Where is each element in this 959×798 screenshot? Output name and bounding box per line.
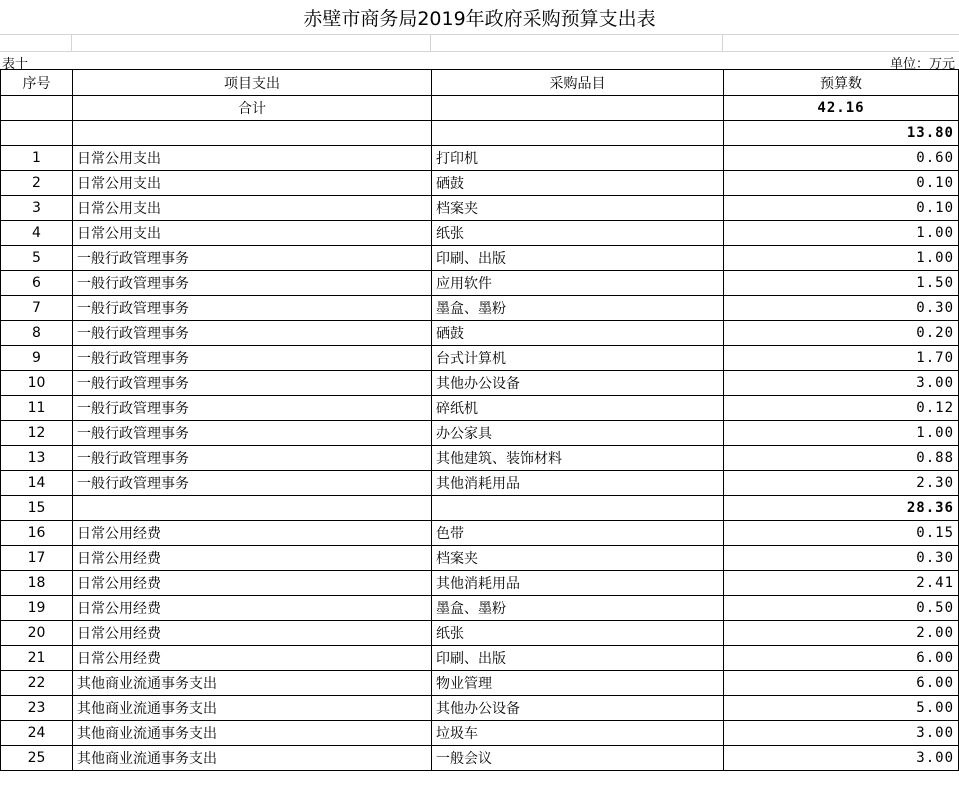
row-item: 其他商业流通事务支出	[73, 671, 432, 696]
total-row	[1, 96, 959, 121]
unit-label: 单位：万元	[889, 57, 955, 72]
table-row	[1, 146, 959, 171]
row-number: 4	[1, 221, 73, 246]
row-amount: 0.30	[724, 296, 959, 321]
row-amount: 0.10	[724, 171, 959, 196]
row-item: 其他商业流通事务支出	[73, 746, 432, 771]
row-item: 日常公用支出	[73, 196, 432, 221]
row-category: 档案夹	[432, 196, 724, 221]
row-amount: 0.12	[724, 396, 959, 421]
row-item: 一般行政管理事务	[73, 396, 432, 421]
row-amount: 0.50	[724, 596, 959, 621]
row-item: 一般行政管理事务	[73, 421, 432, 446]
row-item: 一般行政管理事务	[73, 446, 432, 471]
subtotal-row	[1, 121, 959, 146]
row-category: 硒鼓	[432, 321, 724, 346]
row-category: 办公家具	[432, 421, 724, 446]
table-row	[1, 171, 959, 196]
table-row	[1, 221, 959, 246]
row-item: 其他商业流通事务支出	[73, 721, 432, 746]
row-item: 日常公用经费	[73, 521, 432, 546]
row-number: 24	[1, 721, 73, 746]
row-amount: 1.00	[724, 221, 959, 246]
subtotal-row	[1, 496, 959, 521]
row-category: 纸张	[432, 221, 724, 246]
table-row	[1, 721, 959, 746]
row-number: 11	[1, 396, 73, 421]
row-number: 22	[1, 671, 73, 696]
table-row	[1, 196, 959, 221]
row-amount: 0.88	[724, 446, 959, 471]
row-number: 25	[1, 746, 73, 771]
row-amount: 1.00	[724, 421, 959, 446]
row-amount: 0.15	[724, 521, 959, 546]
table-row	[1, 421, 959, 446]
gridline	[430, 35, 431, 51]
row-number: 14	[1, 471, 73, 496]
row-category: 其他办公设备	[432, 696, 724, 721]
table-row	[1, 671, 959, 696]
row-number: 20	[1, 621, 73, 646]
row-number: 16	[1, 521, 73, 546]
total-category-cell	[432, 96, 724, 121]
row-item: 一般行政管理事务	[73, 271, 432, 296]
row-amount: 0.20	[724, 321, 959, 346]
row-item: 日常公用支出	[73, 221, 432, 246]
row-item: 一般行政管理事务	[73, 296, 432, 321]
row-item	[73, 496, 432, 521]
row-number: 23	[1, 696, 73, 721]
row-item: 日常公用经费	[73, 596, 432, 621]
row-category: 墨盒、墨粉	[432, 596, 724, 621]
header-no: 序号	[1, 70, 73, 96]
row-item: 日常公用经费	[73, 646, 432, 671]
row-amount: 13.80	[724, 121, 959, 146]
row-number: 2	[1, 171, 73, 196]
row-amount: 1.00	[724, 246, 959, 271]
row-amount: 2.41	[724, 571, 959, 596]
row-category: 硒鼓	[432, 171, 724, 196]
row-amount: 1.70	[724, 346, 959, 371]
row-amount: 5.00	[724, 696, 959, 721]
header-amount: 预算数	[724, 70, 959, 96]
table-title: 赤壁市商务局2019年政府采购预算支出表	[0, 0, 959, 35]
row-amount: 2.00	[724, 621, 959, 646]
table-row	[1, 646, 959, 671]
table-row	[1, 296, 959, 321]
gridline	[71, 35, 72, 51]
row-category: 应用软件	[432, 271, 724, 296]
table-meta-row	[0, 52, 959, 72]
row-amount: 3.00	[724, 371, 959, 396]
row-number: 8	[1, 321, 73, 346]
row-number: 6	[1, 271, 73, 296]
table-row	[1, 596, 959, 621]
table-row	[1, 621, 959, 646]
budget-table	[0, 69, 959, 771]
row-item: 日常公用经费	[73, 546, 432, 571]
row-item: 其他商业流通事务支出	[73, 696, 432, 721]
table-row	[1, 696, 959, 721]
row-item: 一般行政管理事务	[73, 471, 432, 496]
row-number: 3	[1, 196, 73, 221]
row-category: 物业管理	[432, 671, 724, 696]
row-amount: 3.00	[724, 746, 959, 771]
table-row	[1, 446, 959, 471]
row-category: 一般会议	[432, 746, 724, 771]
row-category: 碎纸机	[432, 396, 724, 421]
row-category: 打印机	[432, 146, 724, 171]
empty-spreadsheet-row	[0, 35, 959, 52]
row-item	[73, 121, 432, 146]
row-number: 1	[1, 146, 73, 171]
table-row	[1, 746, 959, 771]
row-number	[1, 121, 73, 146]
row-category: 色带	[432, 521, 724, 546]
table-row	[1, 471, 959, 496]
row-number: 18	[1, 571, 73, 596]
row-number: 5	[1, 246, 73, 271]
row-category: 纸张	[432, 621, 724, 646]
row-item: 一般行政管理事务	[73, 371, 432, 396]
table-row	[1, 371, 959, 396]
row-category: 其他消耗用品	[432, 471, 724, 496]
row-number: 19	[1, 596, 73, 621]
row-item: 一般行政管理事务	[73, 321, 432, 346]
row-amount: 2.30	[724, 471, 959, 496]
row-amount: 6.00	[724, 671, 959, 696]
row-category: 其他建筑、装饰材料	[432, 446, 724, 471]
row-number: 7	[1, 296, 73, 321]
header-item: 项目支出	[73, 70, 432, 96]
row-category: 印刷、出版	[432, 646, 724, 671]
table-row	[1, 571, 959, 596]
row-number: 15	[1, 496, 73, 521]
row-number: 21	[1, 646, 73, 671]
row-item: 一般行政管理事务	[73, 246, 432, 271]
row-number: 17	[1, 546, 73, 571]
table-row	[1, 346, 959, 371]
row-item: 一般行政管理事务	[73, 346, 432, 371]
row-category	[432, 496, 724, 521]
row-number: 10	[1, 371, 73, 396]
row-number: 9	[1, 346, 73, 371]
table-row	[1, 546, 959, 571]
row-category: 台式计算机	[432, 346, 724, 371]
row-category: 印刷、出版	[432, 246, 724, 271]
total-label: 合计	[73, 96, 432, 121]
row-category: 其他消耗用品	[432, 571, 724, 596]
table-row	[1, 396, 959, 421]
table-row	[1, 246, 959, 271]
total-amount: 42.16	[724, 96, 959, 121]
row-item: 日常公用支出	[73, 146, 432, 171]
row-amount: 0.10	[724, 196, 959, 221]
row-category: 垃圾车	[432, 721, 724, 746]
row-amount: 0.60	[724, 146, 959, 171]
gridline	[722, 35, 723, 51]
row-amount: 0.30	[724, 546, 959, 571]
row-item: 日常公用支出	[73, 171, 432, 196]
row-category	[432, 121, 724, 146]
table-row	[1, 521, 959, 546]
total-no-cell	[1, 96, 73, 121]
row-item: 日常公用经费	[73, 621, 432, 646]
row-category: 墨盒、墨粉	[432, 296, 724, 321]
row-category: 档案夹	[432, 546, 724, 571]
row-amount: 6.00	[724, 646, 959, 671]
table-row	[1, 321, 959, 346]
row-number: 12	[1, 421, 73, 446]
row-amount: 3.00	[724, 721, 959, 746]
header-category: 采购品目	[432, 70, 724, 96]
row-number: 13	[1, 446, 73, 471]
table-number: 表十	[2, 57, 29, 72]
table-row	[1, 271, 959, 296]
row-category: 其他办公设备	[432, 371, 724, 396]
row-amount: 28.36	[724, 496, 959, 521]
row-amount: 1.50	[724, 271, 959, 296]
row-item: 日常公用经费	[73, 571, 432, 596]
header-row	[1, 70, 959, 96]
